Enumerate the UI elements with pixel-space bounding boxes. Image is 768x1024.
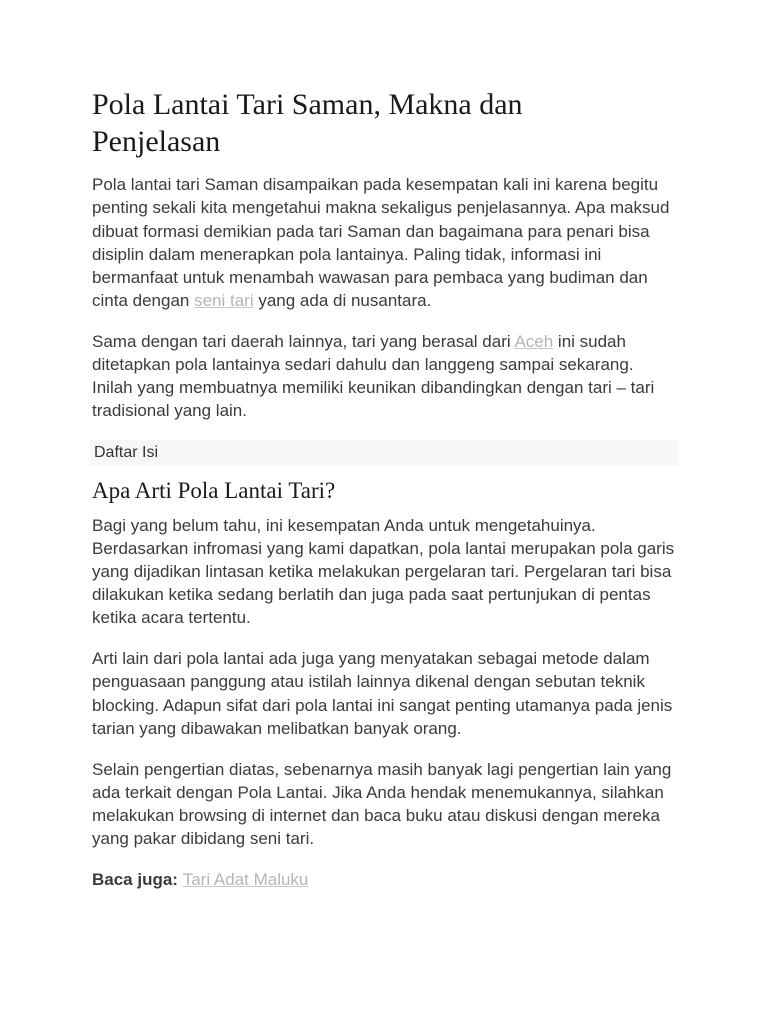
- paragraph-blocking: Arti lain dari pola lantai ada juga yang menyatakan sebagai metode dalam penguasaan panggung atau istilah lainnya dikenal dengan sebutan teknik blocking. Adapun sifat dari pola lantai ini sangat penting utamanya pada jenis tarian yang dibawakan melibatkan banyak orang.: [92, 649, 673, 738]
- paragraph-text: ini sudah ditetapkan pola lantainya sedari dahulu dan langgeng sampai sekarang. Inilah yang membuatnya memiliki keunikan dibandingkan dengan tari – tari tradisional yang lain.: [92, 332, 655, 421]
- read-also-row: [92, 868, 677, 891]
- paragraph-definition: Bagi yang belum tahu, ini kesempatan Anda untuk mengetahuinya. Berdasarkan infromasi yang kami dapatkan, pola lantai merupakan pola garis yang dijadikan lintasan ketika melakukan pergelaran tari. Pergelaran tari bisa dilakukan ketika sedang berlatih dan juga pada saat pertunjukan di pentas ketika acara tertentu.: [92, 515, 675, 628]
- link-aceh[interactable]: Aceh: [514, 332, 554, 352]
- section-heading-apa-arti: Apa Arti Pola Lantai Tari?: [92, 478, 336, 504]
- link-seni-tari[interactable]: seni tari: [194, 290, 254, 310]
- paragraph-text: yang ada di nusantara.: [253, 290, 432, 310]
- paragraph-aceh: [92, 330, 677, 422]
- paragraph-intro: [92, 173, 677, 312]
- paragraph-text: Sama dengan tari daerah lainnya, tari yang berasal dari: [92, 332, 515, 352]
- table-of-contents-bar[interactable]: [90, 440, 679, 466]
- toc-label: Daftar Isi: [94, 444, 159, 462]
- paragraph-text: Pola lantai tari Saman disampaikan pada kesempatan kali ini karena begitu penting sekali kita mengetahui makna sekaligus penjelasannya. Apa maksud dibuat formasi demikian pada tari Saman dan bagaimana para penari bisa disiplin dalam menerapkan pola lantainya. Paling tidak, informasi ini bermanfaat untuk menambah wawasan para pembaca yang budiman dan cinta dengan: [92, 175, 670, 310]
- paragraph-other-meanings: Selain pengertian diatas, sebenarnya masih banyak lagi pengertian lain yang ada terkait dengan Pola Lantai. Jika Anda hendak menemukannya, silahkan melakukan browsing di internet dan baca buku atau diskusi dengan mereka yang pakar dibidang seni tari.: [92, 759, 672, 849]
- article-title: Pola Lantai Tari Saman, Makna dan Penjelasan: [92, 88, 523, 159]
- read-also-label: Baca juga:: [92, 870, 183, 890]
- link-tari-adat-maluku[interactable]: Tari Adat Maluku: [182, 870, 309, 890]
